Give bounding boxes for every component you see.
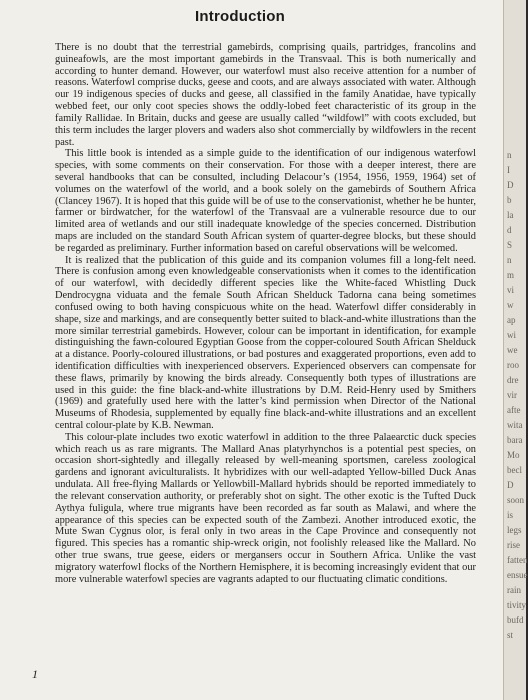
adjacent-page-fragment: roo (507, 360, 519, 370)
paragraph-2: This little book is intended as a simple guide to the identification of our indigenous waterfowl species, with some comments on their conservation. For those with a deeper interest, there are several handbooks that can be consulted, including Delacour’s (1954, 1956, 1959, 1964) set of volumes on the waterfowl of the world, and a book solely on the gamebirds of Southern Africa (Clancey 1967). It is hoped that this guide will be of use to the conservationist, whether he be hunter, farmer or birdwatcher, for the waterfowl of the Transvaal are a vulnerable resource due to our limited area of wetlands and our still inadequate knowledge of the species concerned. Distribution maps are included on the standard South African system of quarter-degree blocks, but these should be regarded as preliminary. Further information based on careful observations will be welcomed. (55, 148, 476, 254)
adjacent-page-fragment: Mo (507, 450, 520, 460)
adjacent-page-fragment: st (507, 630, 514, 640)
body-text (55, 42, 476, 585)
adjacent-page-fragment: d (507, 225, 512, 235)
adjacent-page-fragment: bufd (507, 615, 524, 625)
adjacent-page-fragment: b (507, 195, 512, 205)
adjacent-page-fragment: afte (507, 405, 521, 415)
adjacent-page-fragment: vi (507, 285, 515, 295)
adjacent-page-fragment: vir (507, 390, 517, 400)
page-number: 1 (32, 667, 38, 681)
adjacent-page-fragment: D (507, 180, 514, 190)
adjacent-page-fragment: dre (507, 375, 519, 385)
adjacent-page-fragment: rise (507, 540, 520, 550)
adjacent-page-fragment: legs (507, 525, 522, 535)
adjacent-page-fragment: la (507, 210, 514, 220)
paragraph-4: This colour-plate includes two exotic waterfowl in addition to the three Palaearctic duck species which reach us as rare migrants. The Mallard Anas platyrhynchos is a potential pest species, on occasion short-sightedly and illegally released by well-meaning sportsmen, careless zoological gardens and ignorant aviculturalists. It hybridizes with our well-adapted Yellow-billed Duck Anas undulata. All free-flying Mallards or Yellowbill-Mallard hybrids should be reported immediately to the relevant conservation authority, or preferably shot on sight. The other exotic is the Tufted Duck Aythya fuligula, where true migrants have been recorded as far south as Malawi, and where the appearance of this species can be expected south of the Zambezi. Another introduced exotic, the Mute Swan Cygnus olor, is feral only in two areas in the Cape Province and consequently not figured. This species has a romantic ship-wreck origin, not foolishly released like the Mallard. No other true swans, true geese, eiders or mergansers occur in Southern Africa. Unlike the vast migratory waterfowl flocks of the Northern Hemisphere, it is becoming increasingly evident that our more vulnerable waterfowl species are vagrants adapted to our fluctuating climatic conditions. (55, 431, 476, 585)
adjacent-page-fragment: S (507, 240, 513, 250)
paragraph-1: There is no doubt that the terrestrial gamebirds, comprising quails, partridges, francolins and guineafowls, are the most important gamebirds in the Transvaal. This is both numerically and according to hunter demand. However, our waterfowl must also receive attention for a number of reasons. Waterfowl comprise ducks, geese and coots, and are always associated with water. Although our 19 indigenous species of ducks and geese, all classified in the family Anatidae, have typically webbed feet, our only coot species shows the oddly-lobed feet characteristic of its group in the family Rallidae. In Britain, ducks and geese are usually called “wildfowl” with coots excluded, but this term includes the larger plovers and waders also shot commercially by wildfowlers in the recent past. (55, 42, 476, 148)
adjacent-page-fragment: bara (507, 435, 523, 445)
adjacent-page-fragment: ensue (507, 570, 528, 580)
adjacent-page-fragment: wi (507, 330, 516, 340)
adjacent-page-fragment: I (507, 165, 510, 175)
adjacent-page-fragment: soon (507, 495, 525, 505)
page-title: Introduction (195, 8, 285, 25)
adjacent-page-fragment: we (507, 345, 518, 355)
adjacent-page-fragment: w (507, 300, 514, 310)
adjacent-page-fragment: D (507, 480, 514, 490)
adjacent-page-fragment: tivity (507, 600, 527, 610)
adjacent-page-fragment: m (507, 270, 515, 280)
adjacent-page-edge (503, 0, 526, 700)
adjacent-page-fragment: becl (507, 465, 522, 475)
adjacent-page-fragment: is (507, 510, 514, 520)
adjacent-page-fragment: n (507, 255, 512, 265)
adjacent-page-fragment: rain (507, 585, 521, 595)
paragraph-3: It is realized that the publication of this guide and its companion volumes fill a long-felt need. There is confusion among even knowledgeable conservationists when it comes to the identification of our waterfowl, with decidedly different species like the White-faced Whistling Duck Dendrocygna viduata and the female South African Shelduck Tadorna cana being sometimes confused owing to both having conspicuous white on the head. Waterfowl differ considerably in shape, size and markings, and are consequently better suited to black-and-white illustrations than the more similar terrestrial gamebirds. However, colour can be important in identification, for example distinguishing the fawn-coloured Egyptian Goose from the copper-coloured South African Shelduck at a distance. Poorly-coloured illustrations, or bad postures and exaggerated proportions, even add to identification difficulties with inexperienced observers. Experienced observers can compensate for these flaws, primarily by knowing the birds already. Consequently both types of illustrations are used in this guide: the fine black-and-white illustrations by D.M. Reid-Henry used by Smithers (1969) and gratefully used here with the latter’s kind permission when Director of the National Museums of Rhodesia, supplemented by equally fine black-and-white illustrations and an excellent central colour-plate by K.B. Newman. (55, 254, 476, 431)
adjacent-page-fragment: fatten (507, 555, 528, 565)
adjacent-page-fragment: wita (507, 420, 523, 430)
adjacent-page-fragment: n (507, 150, 512, 160)
adjacent-page-fragment: ap (507, 315, 516, 325)
